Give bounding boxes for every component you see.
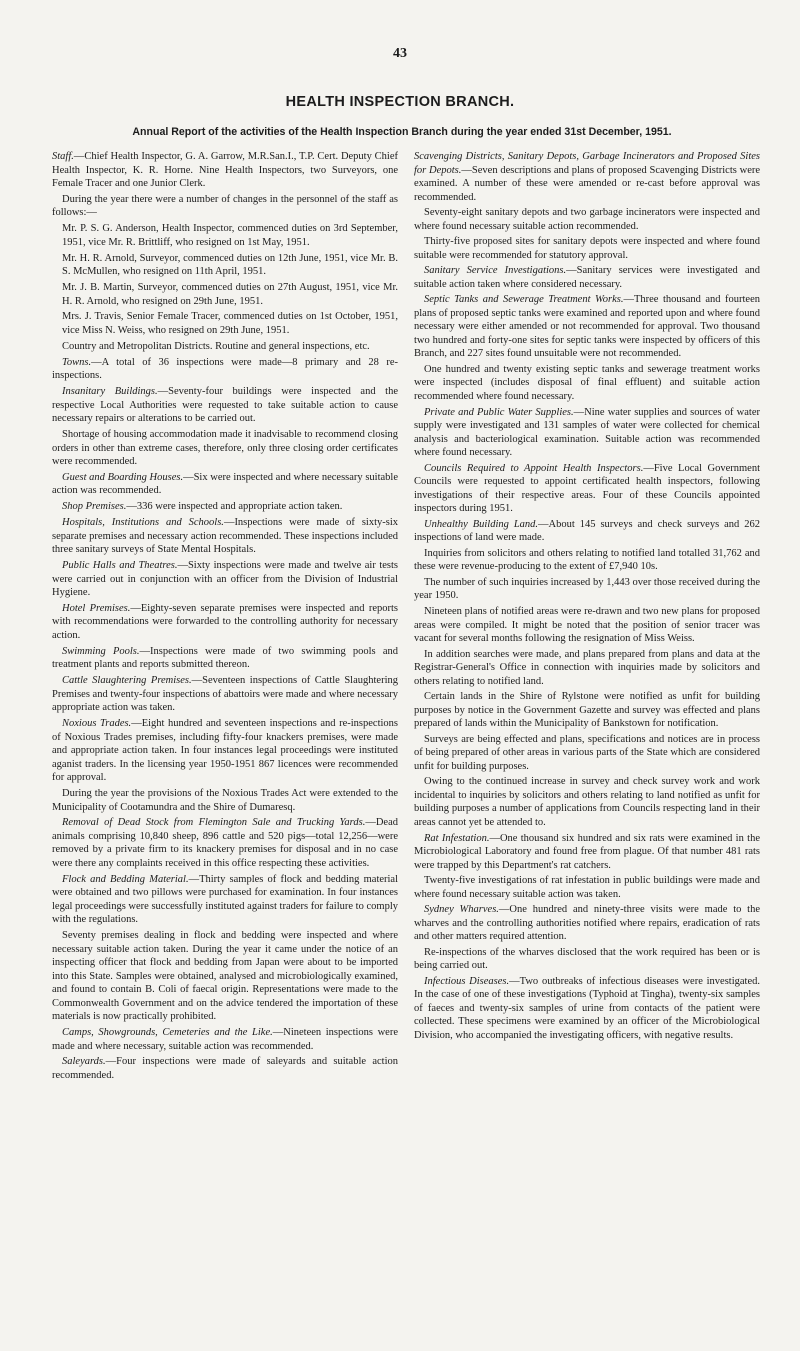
paragraph: [414, 235, 760, 262]
paragraph-text: —Sanitary services were investigated and suitable action taken where considered necessary.: [414, 265, 760, 290]
paragraph: [52, 193, 398, 220]
paragraph-heading: Hospitals, Institutions and Schools.: [62, 517, 224, 529]
paragraph: [414, 975, 760, 1043]
paragraph-text: —Sixty inspections were made and twelve air tests were carried out in conjunction with an officer from the Division of Industrial Hygiene.: [52, 560, 398, 599]
paragraph-heading: Staff.: [52, 151, 74, 162]
paragraph: [414, 462, 760, 516]
paragraph-text: During the year the provisions of the Noxious Trades Act were extended to the Municipality of Cootamundra and the Shire of Dumaresq.: [52, 788, 398, 813]
paragraph-heading: Scavenging Districts, Sanitary Depots, Garbage Incinerators and Proposed Sites for Depots.: [414, 151, 760, 176]
paragraph-text: In addition searches were made, and plans prepared from plans and data at the Registrar-General's Office in connection with inquiries made by solicitors and others relating to notified land.: [414, 648, 760, 687]
paragraph-heading: Sanitary Service Investigations.: [424, 265, 567, 277]
paragraph: [52, 150, 398, 191]
paragraph-heading: Public Halls and Theatres.: [62, 560, 178, 572]
paragraph: [414, 206, 760, 233]
paragraph: [414, 406, 760, 460]
paragraph: [414, 874, 760, 901]
paragraph: [62, 222, 398, 249]
paragraph: [414, 293, 760, 361]
paragraph-text: —Nineteen inspections were made and where necessary, suitable action was recommended.: [52, 1027, 398, 1052]
paragraph: [414, 648, 760, 689]
paragraph-heading: Removal of Dead Stock from Flemington Sale and Trucking Yards.: [62, 817, 366, 829]
paragraph: [414, 946, 760, 973]
paragraph: [52, 929, 398, 1024]
paragraph-text: Seventy premises dealing in flock and bedding were inspected and where necessary suitable action taken. During the year it came under the notice of an inspecting officer that flock and bedding from Japan were about to be imported into this State. Samples were obtained, analysed and microbiologically examined, and found to contain B. Coli of faecal origin. Representations were made to the Commonwealth Government and on the advice tendered the importation of these materials is now practically prohibited.: [52, 930, 398, 1023]
paragraph: [62, 281, 398, 308]
paragraph-text: —Three thousand and fourteen plans of proposed septic tanks were examined and reported upon and where found necessary were either amended or not recommended for approval. Two thousand two hundred and forty-one sites for septic tanks were inspected by officers of this Branch, and 227 sites found unsuitable were not recommended.: [414, 294, 760, 360]
paragraph-text: One hundred and twenty existing septic tanks and sewerage treatment works were inspected (includes disposal of final effluent) and suitable action recommended where found necessary.: [414, 363, 760, 402]
paragraph-heading: Camps, Showgrounds, Cemeteries and the Like.: [62, 1027, 273, 1039]
paragraph-heading: Sydney Wharves.: [424, 904, 499, 916]
paragraph-text: —A total of 36 inspections were made—8 primary and 28 re-inspections.: [52, 356, 398, 382]
paragraph-heading: Hotel Premises.: [62, 602, 131, 614]
paragraph-text: —Seventy-four buildings were inspected and the respective Local Authorities were requested to take suitable action to cause necessary repairs or alterations to be carried out.: [52, 386, 398, 425]
paragraph: [52, 1026, 398, 1053]
paragraph: [52, 873, 398, 927]
paragraph: [414, 363, 760, 404]
paragraph-text: —One thousand six hundred and six rats were examined in the Microbiological Laboratory and found free from plague. Of that number 481 rats were trapped by this Department's rat catchers.: [414, 832, 761, 871]
paragraph: [414, 832, 760, 873]
paragraph-text: Seventy-eight sanitary depots and two garbage incinerators were inspected and where found necessary suitable action recommended.: [414, 207, 760, 232]
paragraph-text: Certain lands in the Shire of Rylstone were notified as unfit for building purposes by notice in the Government Gazette and survey was effected and plans prepared of lands within the Municipality of Bankstown for notification.: [414, 691, 760, 730]
paragraph-text: —One hundred and ninety-three visits were made to the wharves and the controlling authorities notified where repairs, eradication of rats and other matters required attention.: [414, 904, 761, 943]
paragraph: [52, 816, 398, 870]
paragraph-text: —Eighty-seven separate premises were inspected and reports with recommendations were forwarded to the controlling authority for necessary action.: [52, 602, 398, 641]
paragraph: [52, 787, 398, 814]
paragraph-heading: Unhealthy Building Land.: [424, 518, 539, 530]
paragraph-text: Mr. J. B. Martin, Surveyor, commenced duties on 27th August, 1951, vice Mr. H. R. Arnold, who resigned on 29th June, 1951.: [62, 282, 398, 307]
left-column: [52, 150, 398, 1085]
paragraph-heading: Private and Public Water Supplies.: [424, 406, 574, 418]
paragraph: [414, 518, 760, 545]
paragraph: [414, 576, 760, 603]
paragraph-text: —Two outbreaks of infectious diseases were investigated. In the case of one of these investigations (Typhoid at Tingha), twenty-six samples of faeces and twenty-six samples of urine from contacts of the patient were collected. These specimens were examined by an officer of the Microbiological Division, who accompanied the investigating officers, with negative results.: [414, 975, 760, 1041]
paragraph-text: Mr. P. S. G. Anderson, Health Inspector, commenced duties on 3rd September, 1951, vice Mr. R. Brittliff, who resigned on 1st May, 1951.: [62, 223, 398, 248]
paragraph-text: —336 were inspected and appropriate action taken.: [126, 501, 343, 513]
paragraph-text: —Chief Health Inspector, G. A. Garrow, M.R.San.I., T.P. Cert. Deputy Chief Health Inspector, K. R. Horne. Nine Health Inspectors, two Surveyors, one Female Tracer and one Junior Clerk.: [52, 151, 398, 189]
paragraph-text: Mr. H. R. Arnold, Surveyor, commenced duties on 12th June, 1951, vice Mr. B. S. McMullen, who resigned on 11th April, 1951.: [62, 252, 398, 278]
paragraph-text: Owing to the continued increase in survey and check survey work and work incidental to inquiries by solicitors and others relating to land notified as unfit for building purposes a number of applications from Councils respecting land in their areas cannot yet be attended to.: [414, 776, 760, 828]
paragraph-heading: Septic Tanks and Sewerage Treatment Works.: [424, 294, 624, 306]
paragraph: [52, 500, 398, 514]
paragraph-heading: Rat Infestation.: [424, 832, 490, 844]
paragraph: [414, 547, 760, 574]
paragraph: [414, 903, 760, 944]
paragraph-text: —Dead animals comprising 10,840 sheep, 896 cattle and 520 pigs—total 12,256—were removed by a private firm to its knackery premises for disposal and in no case were there any complaints received in this office respecting these activities.: [52, 817, 398, 869]
paragraph-text: Mrs. J. Travis, Senior Female Tracer, commenced duties on 1st October, 1951, vice Miss N. Weiss, who resigned on 29th June, 1951.: [62, 311, 398, 336]
paragraph-text: Surveys are being effected and plans, specifications and notices are in process of being prepared of other areas in various parts of the State which are considered unfit for building purposes.: [414, 733, 760, 772]
paragraph-text: Nineteen plans of notified areas were re-drawn and two new plans for proposed areas were compiled. It might be noted that the position of senior tracer was vacant for several months following the resignation of Miss Weiss.: [414, 606, 760, 645]
paragraph: [52, 356, 398, 383]
page-title: HEALTH INSPECTION BRANCH.: [285, 94, 515, 110]
paragraph-heading: Cattle Slaughtering Premises.: [62, 675, 192, 687]
paragraph-text: Re-inspections of the wharves disclosed that the work required has been or is being carried out.: [414, 946, 760, 972]
paragraph-text: —Four inspections were made of saleyards and suitable action recommended.: [52, 1056, 398, 1081]
paragraph-text: —Seven descriptions and plans of proposed Scavenging Districts were examined. A number of these were amended or re-cast before approval was recommended.: [414, 164, 761, 203]
paragraph-text: —Inspections were made of two swimming pools and treatment plants and reports submitted thereon.: [52, 645, 398, 671]
page-number: 43: [393, 46, 407, 61]
paragraph-heading: Noxious Trades.: [62, 718, 132, 730]
paragraph-text: Thirty-five proposed sites for sanitary depots were inspected and where found suitable were recommended for statutory approval.: [414, 236, 760, 261]
paragraph-text: —Nine water supplies and sources of water supply were investigated and 131 samples of water were collected for chemical analysis and bacteriological examination. Suitable action was recommended where found necessary.: [414, 406, 761, 459]
paragraph-text: Inquiries from solicitors and others relating to notified land totalled 31,762 and these were revenue-producing to the extent of £7,940 10s.: [414, 547, 760, 573]
paragraph-text: —Inspections were made of sixty-six separate premises and necessary action recommended. These inspections included three sanitary surveys of State Mental Hospitals.: [52, 517, 398, 556]
paragraph: [52, 340, 398, 354]
paragraph: [52, 1055, 398, 1082]
paragraph: [52, 717, 398, 785]
paragraph: [52, 385, 398, 426]
paragraph: [52, 559, 398, 600]
paragraph-text: —Eight hundred and seventeen inspections and re-inspections of Noxious Trades premises, including fifty-four knackers premises, were made and appropriate action taken. In four instances legal proceedings were instituted aganist traders. In the licensing year 1950-1951 867 licences were recommended for approval.: [52, 718, 398, 784]
paragraph-text: The number of such inquiries increased by 1,443 over those received during the year 1950.: [414, 576, 760, 602]
paragraph: [52, 674, 398, 715]
paragraph: [52, 602, 398, 643]
paragraph-text: —About 145 surveys and check surveys and 262 inspections of land were made.: [414, 518, 760, 544]
paragraph-text: Shortage of housing accommodation made it inadvisable to recommend closing orders in other than extreme cases, therefore, only three closing order certificates were recommended.: [52, 429, 398, 468]
paragraph: [52, 516, 398, 557]
paragraph: [62, 310, 398, 337]
paragraph-heading: Flock and Bedding Material.: [62, 873, 189, 885]
paragraph-heading: Shop Premises.: [62, 501, 127, 513]
paragraph: [414, 605, 760, 646]
paragraph: [414, 690, 760, 731]
paragraph: [62, 252, 398, 279]
paragraph-text: —Six were inspected and where necessary suitable action was recommended.: [52, 471, 398, 497]
paragraph-text: Country and Metropolitan Districts. Routine and general inspections, etc.: [62, 340, 370, 352]
paragraph-heading: Saleyards.: [62, 1056, 106, 1068]
paragraph: [414, 775, 760, 829]
paragraph-text: —Five Local Government Councils were requested to appoint certificated health inspectors, following investigations of their respective areas. Four of these Councils appointed inspectors during 1951.: [414, 462, 760, 515]
paragraph-text: Twenty-five investigations of rat infestation in public buildings were made and where found necessary suitable action was taken.: [414, 875, 760, 900]
paragraph-text: —Seventeen inspections of Cattle Slaughtering Premises and twenty-four inspections of abattoirs were made and where necessary appropriate action was taken.: [52, 675, 398, 714]
paragraph-heading: Councils Required to Appoint Health Inspectors.: [424, 462, 644, 474]
paragraph-heading: Towns.: [62, 356, 92, 368]
paragraph-heading: Guest and Boarding Houses.: [62, 471, 184, 483]
paragraph-heading: Swimming Pools.: [62, 645, 140, 657]
paragraph: [414, 150, 760, 204]
paragraph-heading: Insanitary Buildings.: [62, 386, 158, 398]
paragraph: [52, 471, 398, 498]
report-subtitle: Annual Report of the activities of the Health Inspection Branch during the year ended 31st December, 1951.: [132, 126, 672, 138]
paragraph: [52, 645, 398, 672]
paragraph: [414, 733, 760, 774]
paragraph-heading: Infectious Diseases.: [424, 975, 510, 987]
paragraph-text: —Thirty samples of flock and bedding material were obtained and two pillows were purchased for examination. In four instances legal proceedings were successfully instituted against traders for failure to comply with the regulations.: [52, 873, 399, 926]
paragraph-text: During the year there were a number of changes in the personnel of the staff as follows:—: [52, 193, 398, 219]
paragraph: [52, 428, 398, 469]
paragraph: [414, 264, 760, 291]
right-column: [414, 150, 760, 1044]
